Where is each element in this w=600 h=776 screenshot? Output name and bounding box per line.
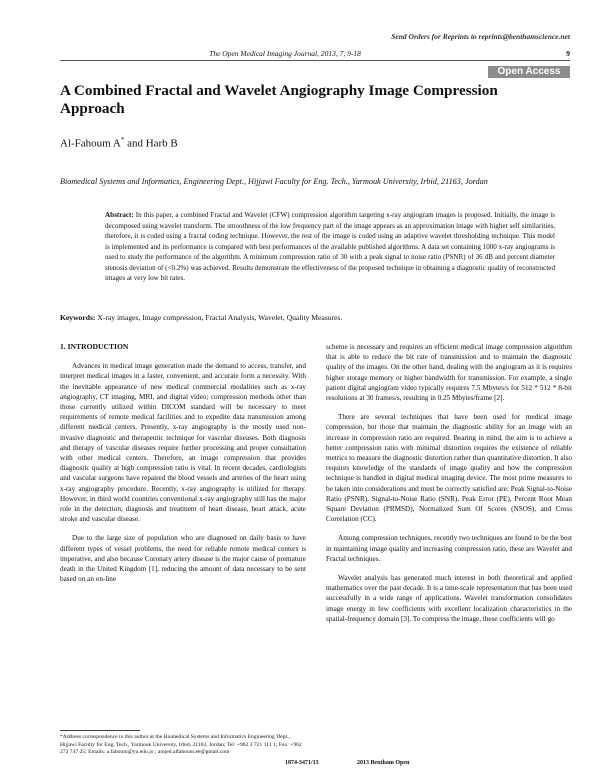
author-names: Al-Fahoum A: [60, 137, 121, 150]
abstract-label: Abstract:: [105, 211, 134, 219]
correspondence-mark: *: [120, 136, 125, 144]
left-column: [60, 342, 306, 584]
reprint-notice: Send Orders for Reprints to reprints@benthamscience.net: [391, 32, 570, 41]
publisher-line: 2013 Bentham Open: [357, 760, 410, 766]
abstract-text: In this paper, a combined Fractal and Wavelet (CFW) compression algorithm targeting x-ray angiogram images is proposed. Initially, the image is decomposed using wavelet transform. The smoothness of the low frequency part of the image appears as an approximation image with higher self similarities, therefore, it is coded using a fractal coding technique. However, the rest of the image is coded using an adaptive wavelet thresholding technique. This model is implemented and its performance is compared with best performances of the available published algorithms. A data set containing 1000 x-ray angiograms is used to study the performance of the algorithm. A minimum compression ratio of 30 with a peak signal to noise ratio (PSNR) of 36 dB and percent diameter stenosis deviation of (<0.2%) was achieved. Results demonstrate the effectiveness of the proposed technique in obtaining a diagnostic quality of reconstructed images at very low bit rates.: [105, 211, 555, 282]
abstract: [105, 210, 555, 284]
open-access-badge: Open Access: [488, 66, 570, 78]
page-number: 9: [566, 49, 570, 58]
article-title: A Combined Fractal and Wavelet Angiography Image Compression Approach: [60, 82, 498, 117]
journal-reference: The Open Medical Imaging Journal, 2013, 7, 9-18: [209, 49, 361, 58]
affiliation: Biomedical Systems and Informatics, Engineering Dept., Hijjawi Faculty for Eng. Tech., Yarmouk University, Irbid, 21163, Jordan: [60, 177, 488, 186]
authors: [60, 136, 178, 150]
author-names-rest: and Harb B: [124, 137, 178, 150]
paragraph: Among compression techniques, recently two techniques are found to be the best in maintaining image quality and increasing compression ratio, these are Wavelet and Fractal techniques.: [326, 534, 572, 563]
footnote-rule: [60, 730, 140, 731]
keywords-text: X-ray images, Image compression, Fractal Analysis, Wavelet, Quality Measures.: [95, 313, 343, 322]
keywords-label: Keywords:: [60, 313, 96, 322]
keywords: [60, 313, 342, 322]
paragraph: Due to the large size of population who are diagnosed on daily basis to have different types of vessel problems, the need for reliable remote medical centers is imperative, and also because Coronary artery disease is the major cause of premature death in the United Kingdom [1], reducing the amount of data necessary to be sent based on an on-line: [60, 534, 306, 584]
paragraph: Wavelet analysis has generated much interest in both theoretical and applied mathematics over the past decade. It is a time-scale representation that has been used successfully in a wide range of applications. Wavelet transformation consolidates image energy in few coefficients with excellent localization characteristics in the spatial-frequency domain [3]. To compress the image, these coefficients will go: [326, 574, 572, 623]
issn: 1874-3471/13: [285, 760, 319, 766]
paragraph: There are several techniques that have been used for medical image compression, but those that maintain the diagnostic ability for an image with an increase in compression ratio are required. Bearing in mind, the aim is to achieve a better compression ratio with minimal distortion requires the existence of reliable metrics to measure the diagnostic distortion rather than quantitative distortion. It also requires knowledge of the standards of image quality and how the compression technique is handled in digital medical imaging device. The most prime measures to be taken into considerations and must be correctly satisfied are: Peak Signal-to-Noise Ratio (PSNR), Signal-to-Noise Ratio (SNR), Peak Error (PE), Percent Root Mean Square Deviation (PRMSD), Normalized Sum Of Scores (NSOS), and Cross Correlation (CC).: [326, 413, 572, 524]
correspondence-footnote: *Address correspondence to this author at the Biomedical Systems and Informatics Engineering Dept., Hijjawi Faculty for Eng. Tech., Yarmouk University, Irbid, 21163, Jordan; Tel: +962 2 721 111 1; Fax: +962 272 747 25; Emails: a.fahoum@yu.edu.jo ; amjed.alfahoum.ee@gmail.com: [60, 734, 302, 756]
section-heading-introduction: 1. INTRODUCTION: [60, 342, 129, 351]
paragraph: Advances in medical image generation made the demand to access, transfer, and interpret medical images in a faster, convenient, and accurate form a necessity. With the inevitable appearance of new medical commercial modalities such as x-ray angiography, CT imaging, MRI, and digital video; compression methods other than those currently utilized within DICOM standard will be necessary to meet requirements of remote medical facilities and to expedite data transmission among different medical centers. Presently, x-ray angiography is the mostly used non-invasive diagnostic and therapeutic technique for vascular diseases. Both diagnosis and therapy of vascular diseases require further processing and proper consultation with other medical centers. Therefore, an image compression that provides diagnostic quality at high compression ratio is vital. In recent decades, cardiologists and vascular surgeons have repaired the blood vessels and arteries of the heart using x-ray angiography procedure. Recently, x-ray angiography is utilized for therapy. However, in third world countries conventional x-ray angiography still has the major role in the detection, diagnosis and treatment of heart disease, heart attack, acute stroke and vascular disease.: [60, 362, 306, 524]
right-column: [326, 342, 572, 624]
paragraph: scheme is necessary and requires an efficient medical image compression algorithm that is able to reduce the bit rate of transmission and to maintain the diagnostic quality of the images. On the other hand, dealing with the angiogram as it is requires higher storage memory or higher bandwidth for transmission. For example, a single patient digital angiogram video typically requires 7.5 Mbytes/s for 512 * 512 * 8-bit resolutions at 30 frames/s, resulting in 0.25 Mbytes/frame [2].: [326, 343, 572, 403]
header-rule: [60, 60, 570, 61]
